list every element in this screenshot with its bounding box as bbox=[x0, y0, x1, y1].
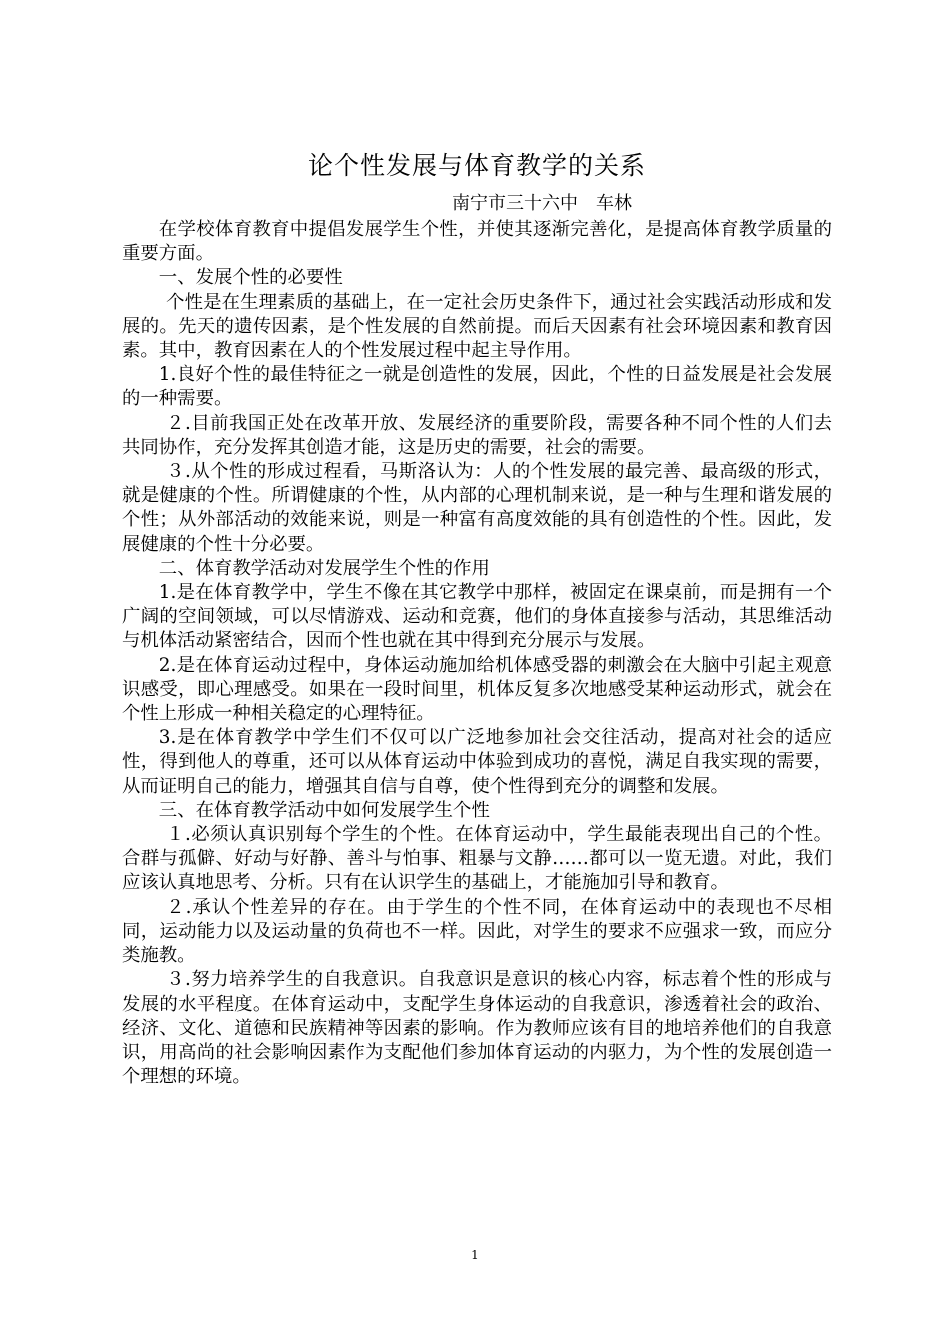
paragraph: ３.从个性的形成过程看，马斯洛认为：人的个性发展的最完善、最高级的形式，就是健康的个性。所谓健康的个性，从内部的心理机制来说，是一种与生理和谐发展的个性；从外部活动的效能来说，则是一种富有高度效能的具有创造性的个性。因此，发展健康的个性十分必要。 bbox=[122, 461, 832, 555]
paragraph: ２.目前我国正处在改革开放、发展经济的重要阶段，需要各种不同个性的人们去共同协作，充分发挥其创造才能，这是历史的需要，社会的需要。 bbox=[122, 412, 832, 458]
section-heading-2: 二、体育教学活动对发展学生个性的作用 bbox=[158, 557, 490, 579]
paragraph: １.必须认真识别每个学生的个性。在体育运动中，学生最能表现出自己的个性。合群与孤僻、好动与好静、善斗与怕事、粗暴与文静……都可以一览无遗。对此，我们应该认真地思考、分析。只有在认识学生的基础上，才能施加引导和教育。 bbox=[122, 824, 832, 894]
page-number: 1 bbox=[471, 1248, 479, 1262]
paragraph: ２.承认个性差异的存在。由于学生的个性不同，在体育运动中的表现也不尽相同，运动能力以及运动量的负荷也不一样。因此，对学生的要求不应强求一致，而应分类施教。 bbox=[122, 896, 832, 967]
paragraph: ３.努力培养学生的自我意识。自我意识是意识的核心内容，标志着个性的形成与发展的水平程度。在体育运动中，支配学生身体运动的自我意识，渗透着社会的政治、经济、文化、道德和民族精神等因素的影响。作为教师应该有目的地培养他们的自我意识，用高尚的社会影响因素作为支配他们参加体育运动的内驱力，为个性的发展创造一个理想的环境。 bbox=[122, 969, 832, 1088]
paragraph: 3.是在体育教学中学生们不仅可以广泛地参加社会交往活动，提高对社会的适应性，得到他人的尊重，还可以从体育运动中体验到成功的喜悦，满足自我实现的需要，从而证明自己的能力，增强其自信与自尊，使个性得到充分的调整和发展。 bbox=[122, 727, 832, 797]
section-heading-1: 一、发展个性的必要性 bbox=[158, 267, 343, 289]
paragraph: 个性是在生理素质的基础上，在一定社会历史条件下，通过社会实践活动形成和发展的。先天的遗传因素，是个性发展的自然前提。而后天因素有社会环境因素和教育因素。其中，教育因素在人的个性发展过程中起主导作用。 bbox=[122, 291, 832, 362]
document-body bbox=[122, 218, 832, 1089]
paragraph-intro: 在学校体育教育中提倡发展学生个性，并使其逐渐完善化，是提高体育教学质量的重要方面。 bbox=[122, 219, 832, 265]
document-author: 南宁市三十六中 车林 bbox=[452, 193, 632, 214]
section-heading-3: 三、在体育教学活动中如何发展学生个性 bbox=[158, 799, 490, 821]
paragraph: 1.良好个性的最佳特征之一就是创造性的发展，因此，个性的日益发展是社会发展的一种需要。 bbox=[122, 364, 832, 410]
document-page bbox=[122, 146, 832, 1089]
paragraph: 2.是在体育运动过程中，身体运动施加给机体感受器的刺激会在大脑中引起主观意识感受，即心理感受。如果在一段时间里，机体反复多次地感受某种运动形式，就会在个性上形成一种相关稳定的心理特征。 bbox=[122, 654, 832, 725]
paragraph: 1.是在体育教学中，学生不像在其它教学中那样，被固定在课桌前，而是拥有一个广阔的空间领域，可以尽情游戏、运动和竞赛，他们的身体直接参与活动，其思维活动与机体活动紧密结合，因而个性也就在其中得到充分展示与发展。 bbox=[122, 582, 832, 652]
document-title: 论个性发展与体育教学的关系 bbox=[307, 151, 646, 180]
